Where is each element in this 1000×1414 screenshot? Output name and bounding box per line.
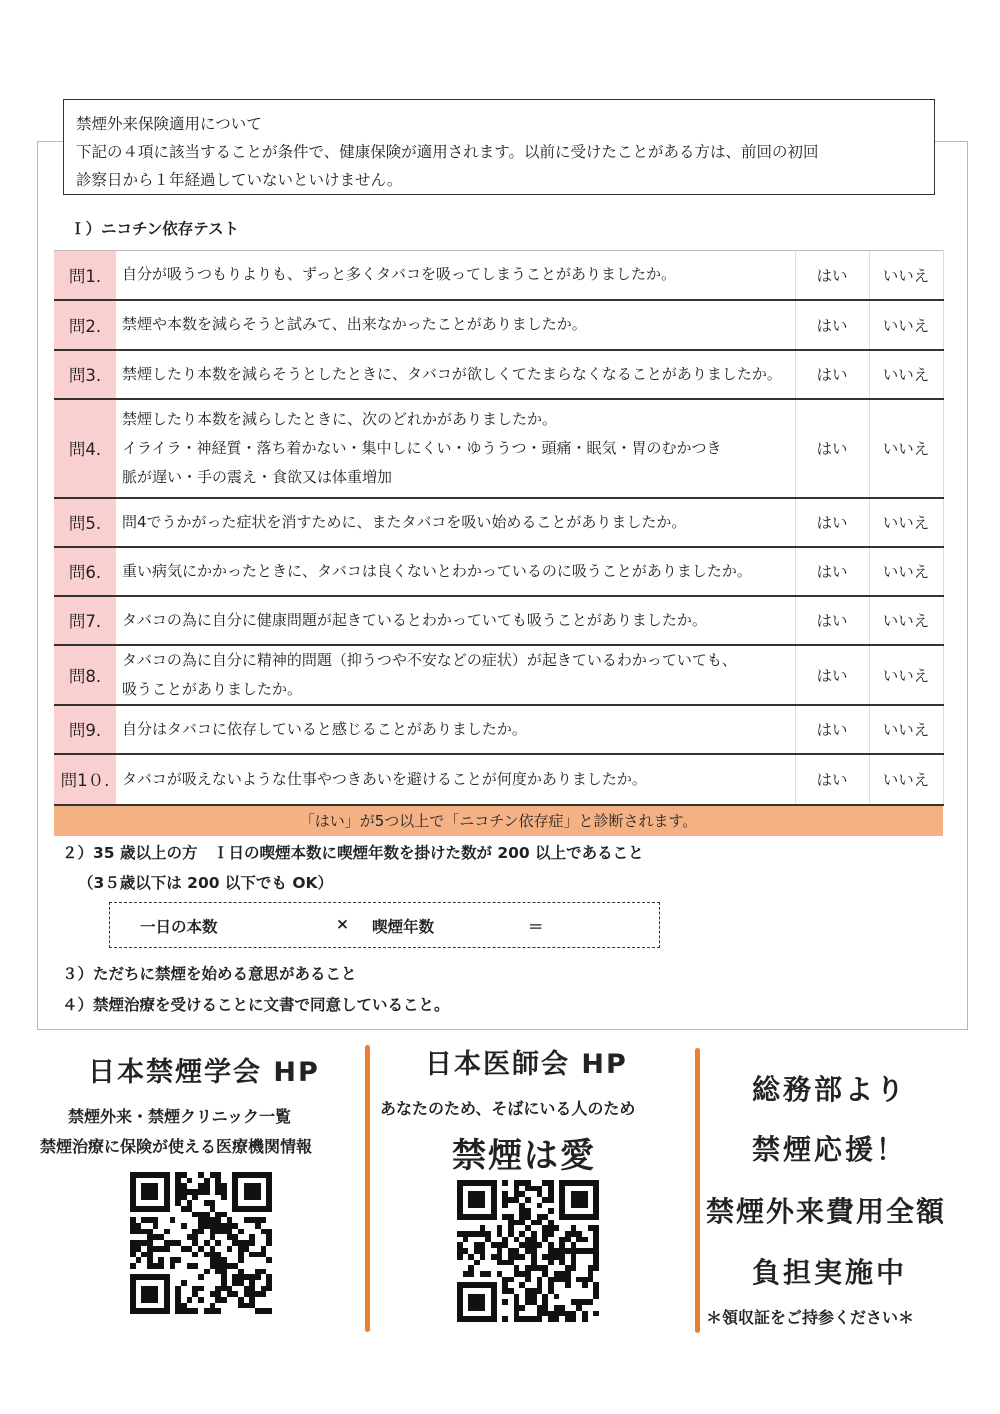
- jsts-title: 日本禁煙学会 HP: [88, 1057, 320, 1088]
- nicotine-test-table: [54, 250, 944, 836]
- question-number: 問8.: [54, 645, 116, 705]
- question-text: [116, 350, 795, 399]
- question-text-line: 禁煙や本数を減らそうと試みて、出来なかったことがありましたか。: [122, 315, 587, 333]
- section-4: ４）禁煙治療を受けることに文書で同意していること。: [62, 996, 450, 1014]
- question-text-line: 禁煙したり本数を減らしたときに、次のどれかがありましたか。: [122, 409, 558, 428]
- section-2-note: （3５歳以下は 200 以下でも OK）: [78, 874, 334, 892]
- question-text: [116, 251, 795, 300]
- question-row: [54, 705, 943, 754]
- answer-no-option[interactable]: いいえ: [869, 300, 943, 350]
- question-number: 問2.: [54, 300, 116, 350]
- question-text: [116, 547, 795, 596]
- answer-yes-option[interactable]: はい: [795, 754, 869, 805]
- notice-title: 禁煙外来保険適用について: [76, 115, 262, 133]
- insurance-notice-box: [63, 99, 935, 195]
- jsts-line-1: 禁煙外来・禁煙クリニック一覧: [68, 1107, 292, 1126]
- question-row: [54, 350, 943, 399]
- question-text: [116, 754, 795, 805]
- dept-receipt-note: ＊領収証をご持参ください＊: [706, 1308, 915, 1327]
- answer-no-option[interactable]: いいえ: [869, 399, 943, 498]
- answer-yes-option[interactable]: はい: [795, 251, 869, 300]
- answer-no-option[interactable]: いいえ: [869, 596, 943, 645]
- question-text-line: 吸うことがありましたか。: [122, 679, 303, 698]
- section-2-title: ２）35 歳以上の方 Ｉ日の喫煙本数に喫煙年数を掛けた数が 200 以上であること: [62, 844, 644, 862]
- qr-code-jma[interactable]: [457, 1180, 599, 1322]
- calc-daily-count: 一日の本数: [140, 918, 218, 936]
- jsts-line-2: 禁煙治療に保険が使える医療機関情報: [40, 1137, 313, 1156]
- answer-yes-option[interactable]: はい: [795, 705, 869, 754]
- answer-no-option[interactable]: いいえ: [869, 498, 943, 547]
- question-text-line: イライラ・神経質・落ち着かない・集中しにくい・ゆううつ・頭痛・眠気・胃のむかつき: [122, 438, 722, 457]
- question-number: 問6.: [54, 547, 116, 596]
- answer-yes-option[interactable]: はい: [795, 596, 869, 645]
- answer-no-option[interactable]: いいえ: [869, 547, 943, 596]
- question-text-line: 自分はタバコに依存していると感じることがありましたか。: [122, 719, 527, 738]
- question-text: [116, 705, 795, 754]
- smoking-index-calc-box: [109, 902, 660, 948]
- calc-multiply: ×: [336, 915, 349, 933]
- question-row: [54, 251, 943, 300]
- question-row: [54, 754, 943, 805]
- answer-yes-option[interactable]: はい: [795, 399, 869, 498]
- dept-line-1: 総務部より: [752, 1073, 908, 1106]
- diagnosis-criteria: 「はい」が5つ以上で「ニコチン依存症」と診断されます。: [54, 805, 943, 836]
- column-divider-1: [365, 1045, 370, 1332]
- qr-code-jsts[interactable]: [130, 1172, 272, 1314]
- notice-line-2: 診察日から１年経過していないといけません。: [76, 171, 403, 189]
- section-1-title: Ｉ）ニコチン依存テスト: [70, 220, 240, 238]
- question-number: 問1.: [54, 251, 116, 300]
- answer-yes-option[interactable]: はい: [795, 350, 869, 399]
- question-text-line: 脈が遅い・手の震え・食欲又は体重増加: [122, 467, 393, 486]
- dept-line-4: 負担実施中: [752, 1256, 908, 1289]
- question-row: [54, 645, 943, 705]
- dept-line-2: 禁煙応援！: [752, 1133, 908, 1166]
- jma-slogan: 禁煙は愛: [452, 1136, 596, 1176]
- question-text-line: 問4でうかがった症状を消すために、またタバコを吸い始めることがありましたか。: [122, 512, 687, 531]
- question-text-line: タバコが吸えないような仕事やつきあいを避けることが何度かありましたか。: [122, 769, 647, 788]
- question-text-line: 重い病気にかかったときに、タバコは良くないとわかっているのに吸うことがありましたか。: [122, 561, 752, 580]
- jma-title: 日本医師会 HP: [425, 1049, 628, 1080]
- section-3: ３）ただちに禁煙を始める意思があること: [62, 965, 357, 983]
- answer-no-option[interactable]: いいえ: [869, 705, 943, 754]
- question-text: [116, 645, 795, 705]
- dept-line-3: 禁煙外来費用全額: [706, 1195, 947, 1228]
- question-number: 問5.: [54, 498, 116, 547]
- question-number: 問3.: [54, 350, 116, 399]
- answer-yes-option[interactable]: はい: [795, 300, 869, 350]
- question-text: [116, 399, 795, 498]
- answer-yes-option[interactable]: はい: [795, 645, 869, 705]
- question-row: [54, 596, 943, 645]
- question-number: 問7.: [54, 596, 116, 645]
- column-divider-2: [695, 1048, 700, 1333]
- question-row: [54, 300, 943, 350]
- answer-yes-option[interactable]: はい: [795, 547, 869, 596]
- question-text-line: 禁煙したり本数を減らそうとしたときに、タバコが欲しくてたまらなくなることがありましたか。: [122, 364, 782, 383]
- answer-no-option[interactable]: いいえ: [869, 645, 943, 705]
- question-row: [54, 498, 943, 547]
- question-number: 問4.: [54, 399, 116, 498]
- question-text-line: タバコの為に自分に精神的問題（抑うつや不安などの症状）が起きているわかっていても、: [122, 650, 737, 669]
- question-number: 問9.: [54, 705, 116, 754]
- jma-line-1: あなたのため、そばにいる人のため: [380, 1099, 636, 1118]
- notice-line-1: 下記の４項に該当することが条件で、健康保険が適用されます。以前に受けたことがある方は、前回の初回: [76, 143, 819, 161]
- question-text-line: 自分が吸うつもりよりも、ずっと多くタバコを吸ってしまうことがありましたか。: [122, 265, 676, 284]
- question-text: [116, 596, 795, 645]
- answer-no-option[interactable]: いいえ: [869, 754, 943, 805]
- answer-no-option[interactable]: いいえ: [869, 350, 943, 399]
- calc-equals: ＝: [528, 918, 544, 936]
- answer-yes-option[interactable]: はい: [795, 498, 869, 547]
- question-text-line: タバコの為に自分に健康問題が起きているとわかっていても吸うことがありましたか。: [122, 610, 707, 629]
- question-text: [116, 300, 795, 350]
- question-number: 問1０.: [54, 754, 116, 805]
- question-row: [54, 399, 943, 498]
- question-text: [116, 498, 795, 547]
- question-row: [54, 547, 943, 596]
- table-footer-row: [54, 805, 943, 836]
- answer-no-option[interactable]: いいえ: [869, 251, 943, 300]
- calc-years: 喫煙年数: [372, 918, 435, 936]
